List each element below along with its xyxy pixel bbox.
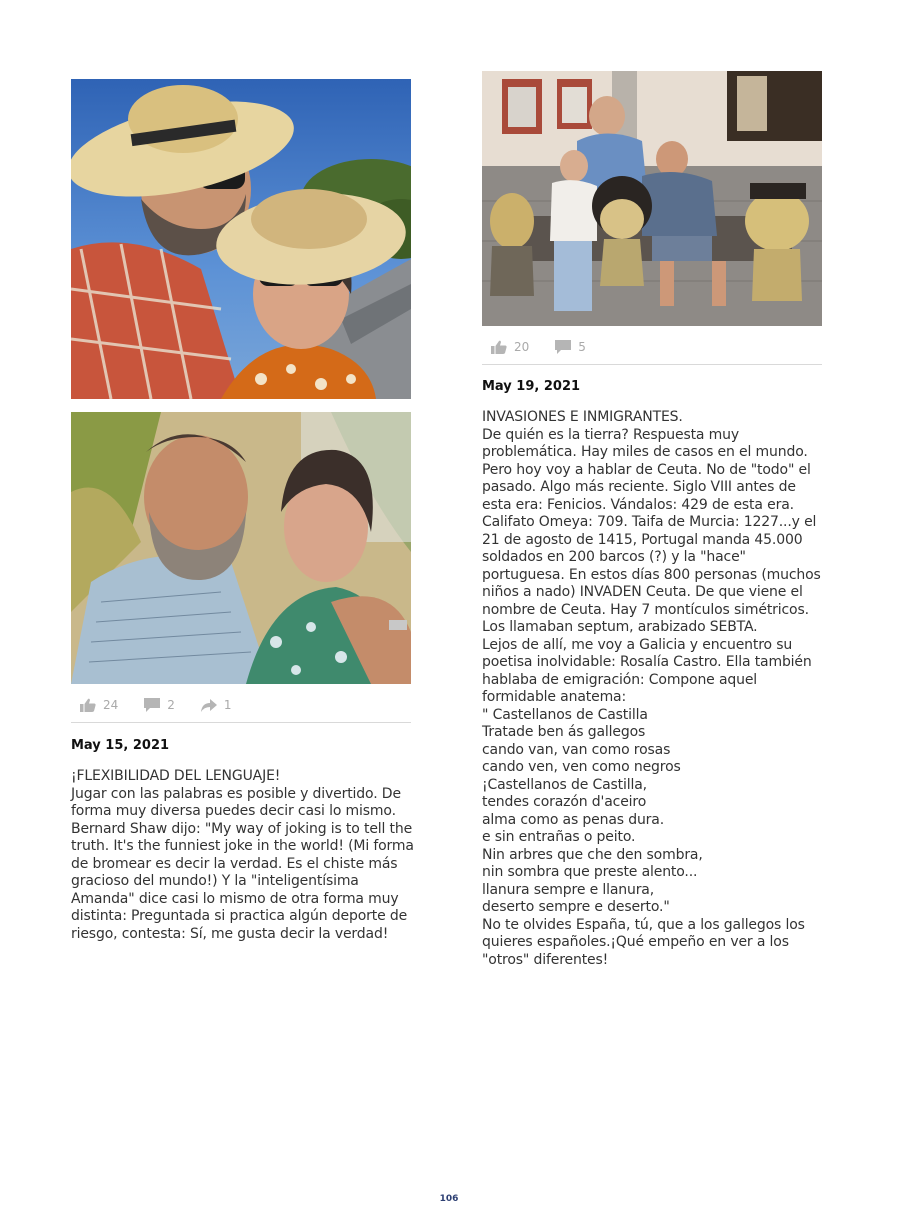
- photo-couple-embrace: [71, 412, 411, 684]
- left-post-stats: [80, 693, 232, 717]
- comment-icon: [555, 340, 571, 354]
- photo-couple-straw-hats: [71, 79, 411, 399]
- share-count: 1: [223, 698, 232, 712]
- comment-icon: [144, 698, 160, 712]
- comment-count: 2: [167, 698, 175, 712]
- like-count: 24: [103, 698, 119, 712]
- comment-count: 5: [578, 340, 586, 354]
- right-divider: [482, 364, 822, 365]
- share-icon: [201, 698, 217, 712]
- right-post-date: May 19, 2021: [482, 379, 581, 394]
- like-stat[interactable]: [491, 340, 529, 354]
- left-post-body: ¡FLEXIBILIDAD DEL LENGUAJE! Jugar con las palabras es posible y divertido. De forma muy diversa puedes decir casi lo mismo. Bernard Shaw dijo: "My way of joking is to tell the truth. It's the funniest joke in the world! (Mi forma de bromear es decir la verdad. Es el chiste más gracioso del mundo!) Y la "inteligentísima Amanda" dice casi lo mismo de otra forma muy distinta: Preguntada si practica algún deporte de riesgo, contesta: Sí, me gusta decir la verdad!: [71, 768, 414, 942]
- page-number: 106: [439, 1194, 459, 1204]
- comment-stat[interactable]: [144, 698, 175, 712]
- comment-stat[interactable]: [555, 340, 586, 354]
- thumbs-up-icon: [491, 340, 507, 354]
- like-count: 20: [514, 340, 530, 354]
- share-stat[interactable]: [201, 698, 232, 712]
- right-post-body: INVASIONES E INMIGRANTES. De quién es la tierra? Respuesta muy problemática. Hay miles de casos en el mundo. Pero hoy voy a hablar de Ceuta. No de "todo" el pasado. Algo más reciente. Siglo VIII antes de esta era: Fenicios. Vándalos: 429 de esta era. Califato Omeya: 709. Taifa de Murcia: 1227...y el 21 de agosto de 1415, Portugal manda 45.000 soldados en 200 barcos (?) y la "hace" portuguesa. En estos días 800 personas (muchos niños a nado) INVADEN Ceuta. De que viene el nombre de Ceuta. Hay 7 montículos simétricos. Los llamaban septum, arabizado SEBTA. Lejos de allí, me voy a Galicia y encuentro su poetisa inolvidable: Rosalía Castro. Ella también hablaba de emigración: Compone aquel formidable anatema: " Castellanos de Castilla Tratade ben ás gallegos cando van, van como rosas cando ven, ven como negros ¡Castellanos de Castilla, tendes corazón d'aceiro alma como as penas dura. e sin entrañas o peito. Nin arbres que che den sombra, nin sombra que preste alento... llanura sempre e llanura, deserto sempre e deserto." No te olvides España, tú, que a los gallegos los quieres españoles.¡Qué empeño en ver a los "otros" diferentes!: [482, 409, 821, 968]
- left-post-date: May 15, 2021: [71, 738, 170, 753]
- right-post-stats: [491, 335, 586, 359]
- thumbs-up-icon: [80, 698, 96, 712]
- left-divider: [71, 722, 411, 723]
- photo-mafalda-statues-bench: [482, 71, 822, 326]
- like-stat[interactable]: [80, 698, 118, 712]
